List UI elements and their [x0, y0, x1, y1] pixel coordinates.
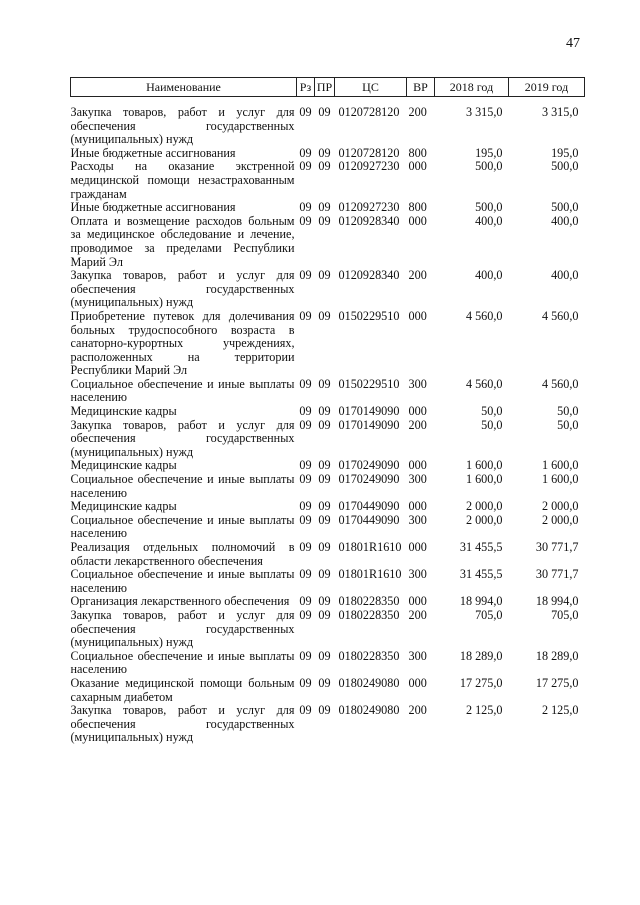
row-name: Иные бюджетные ассигнования — [70, 200, 236, 215]
row-value-2019: 17 275,0 — [535, 675, 579, 690]
row-pr: 09 — [318, 145, 331, 160]
row-value-2018: 400,0 — [475, 268, 503, 283]
row-value-2019: 18 289,0 — [535, 648, 579, 663]
row-rz: 09 — [299, 675, 312, 690]
row-rz: 09 — [299, 404, 312, 419]
row-pr: 09 — [318, 472, 331, 487]
row-value-2018: 31 455,5 — [459, 567, 503, 582]
row-value-2018: 3 315,0 — [465, 105, 503, 119]
row-vr: 000 — [408, 499, 427, 514]
row-value-2018: 500,0 — [475, 159, 503, 174]
row-cs: 0170449090 — [338, 512, 400, 527]
row-value-2019: 1 600,0 — [541, 458, 579, 473]
row-rz: 09 — [299, 703, 312, 718]
table-row — [71, 310, 585, 378]
row-pr: 09 — [318, 499, 331, 514]
row-cs: 0180228350 — [338, 648, 400, 663]
row-name: Социальное обеспечение и иные выплаты населению — [70, 567, 295, 595]
row-pr: 09 — [318, 417, 331, 432]
row-value-2019: 30 771,7 — [535, 540, 579, 554]
row-name: Социальное обеспечение и иные выплаты населению — [70, 376, 295, 405]
table-row — [71, 419, 585, 460]
table-row — [71, 704, 585, 745]
row-value-2019: 500,0 — [551, 200, 579, 215]
row-vr: 300 — [408, 567, 427, 582]
row-name: Медицинские кадры — [70, 404, 177, 419]
row-rz: 09 — [299, 567, 312, 582]
row-pr: 09 — [318, 268, 331, 283]
row-vr: 000 — [408, 308, 427, 323]
table-row — [71, 677, 585, 704]
row-pr: 09 — [318, 159, 331, 174]
table-row — [71, 97, 585, 147]
table-row — [71, 459, 585, 473]
row-rz: 09 — [299, 213, 312, 228]
row-vr: 000 — [408, 594, 427, 609]
row-cs: 0120728120 — [338, 145, 400, 160]
row-vr: 800 — [408, 200, 427, 215]
row-name: Закупка товаров, работ и услуг для обеспечения государственных (муниципальных) нужд — [70, 703, 295, 745]
row-name: Расходы на оказание экстренной медицинской помощи незастрахованным гражданам — [70, 159, 295, 201]
header-2018: 2018 год — [435, 78, 509, 97]
table-row — [71, 595, 585, 609]
row-vr: 800 — [408, 145, 427, 160]
row-rz: 09 — [299, 607, 312, 622]
row-name: Социальное обеспечение и иные выплаты населению — [70, 648, 295, 677]
row-rz: 09 — [299, 594, 312, 609]
row-value-2018: 18 289,0 — [459, 648, 503, 663]
row-value-2018: 2 125,0 — [465, 703, 503, 718]
row-vr: 200 — [408, 268, 427, 283]
row-value-2019: 400,0 — [551, 213, 579, 228]
row-cs: 0170149090 — [338, 417, 400, 432]
row-value-2019: 18 994,0 — [535, 594, 579, 609]
row-value-2018: 1 600,0 — [465, 458, 503, 473]
table-row — [71, 269, 585, 310]
row-value-2018: 50,0 — [481, 417, 503, 432]
row-name: Социальное обеспечение и иные выплаты населению — [70, 512, 295, 541]
row-cs: 0180228350 — [338, 594, 400, 609]
table-row — [71, 568, 585, 595]
row-cs: 0120928340 — [338, 268, 400, 283]
row-rz: 09 — [299, 308, 312, 323]
row-name: Социальное обеспечение и иные выплаты населению — [70, 472, 295, 500]
row-vr: 200 — [408, 105, 427, 119]
table-row — [71, 609, 585, 650]
row-vr: 300 — [408, 648, 427, 663]
row-value-2019: 705,0 — [551, 607, 579, 622]
table-row — [71, 160, 585, 201]
row-cs: 0180249080 — [338, 703, 400, 718]
row-rz: 09 — [299, 145, 312, 160]
row-rz: 09 — [299, 417, 312, 432]
table-row — [71, 650, 585, 677]
row-pr: 09 — [318, 200, 331, 215]
row-value-2019: 195,0 — [551, 145, 579, 160]
budget-table — [70, 77, 585, 745]
row-name: Закупка товаров, работ и услуг для обеспечения государственных (муниципальных) нужд — [70, 607, 295, 650]
row-pr: 09 — [318, 675, 331, 690]
row-value-2019: 50,0 — [557, 417, 579, 432]
row-cs: 0150229510 — [338, 308, 400, 323]
row-name: Закупка товаров, работ и услуг для обеспечения государственных (муниципальных) нужд — [70, 417, 295, 459]
table-row — [71, 201, 585, 215]
row-rz: 09 — [299, 512, 312, 527]
row-vr: 300 — [408, 376, 427, 391]
row-vr: 300 — [408, 472, 427, 487]
row-pr: 09 — [318, 607, 331, 622]
row-value-2019: 50,0 — [557, 404, 579, 419]
row-cs: 0170149090 — [338, 404, 400, 419]
row-vr: 200 — [408, 607, 427, 622]
row-pr: 09 — [318, 105, 331, 119]
row-cs: 0120927230 — [338, 159, 400, 174]
row-vr: 000 — [408, 458, 427, 473]
row-value-2018: 18 994,0 — [459, 594, 503, 609]
row-value-2019: 4 560,0 — [541, 308, 579, 323]
row-cs: 0170249090 — [338, 458, 400, 473]
row-value-2018: 400,0 — [475, 213, 503, 228]
row-pr: 09 — [318, 703, 331, 718]
row-value-2018: 2 000,0 — [465, 512, 503, 527]
row-vr: 000 — [408, 159, 427, 174]
row-value-2018: 17 275,0 — [459, 675, 503, 690]
row-rz: 09 — [299, 540, 312, 554]
header-pr: ПР — [315, 78, 335, 97]
table-row — [71, 405, 585, 419]
header-cs: ЦС — [335, 78, 407, 97]
table-body — [71, 97, 585, 745]
row-name: Закупка товаров, работ и услуг для обеспечения государственных (муниципальных) нужд — [70, 105, 295, 147]
row-pr: 09 — [318, 458, 331, 473]
header-name: Наименование — [71, 78, 297, 97]
row-value-2019: 400,0 — [551, 268, 579, 283]
row-name: Закупка товаров, работ и услуг для обеспечения государственных (муниципальных) нужд — [70, 268, 295, 310]
row-value-2019: 2 125,0 — [541, 703, 579, 718]
row-pr: 09 — [318, 540, 331, 554]
table-row — [71, 378, 585, 405]
row-vr: 000 — [408, 404, 427, 419]
row-value-2018: 1 600,0 — [465, 472, 503, 487]
row-cs: 0150229510 — [338, 376, 400, 391]
row-cs: 0180249080 — [338, 675, 400, 690]
row-value-2018: 50,0 — [481, 404, 503, 419]
row-value-2018: 705,0 — [475, 607, 503, 622]
row-vr: 300 — [408, 512, 427, 527]
row-value-2019: 1 600,0 — [541, 472, 579, 487]
row-value-2019: 3 315,0 — [541, 105, 579, 119]
row-value-2019: 30 771,7 — [535, 567, 579, 582]
row-value-2018: 2 000,0 — [465, 499, 503, 514]
row-pr: 09 — [318, 512, 331, 527]
row-value-2018: 4 560,0 — [465, 376, 503, 391]
row-value-2018: 31 455,5 — [459, 540, 503, 554]
row-cs: 0180228350 — [338, 607, 400, 622]
row-pr: 09 — [318, 213, 331, 228]
row-pr: 09 — [318, 404, 331, 419]
row-value-2019: 2 000,0 — [541, 512, 579, 527]
row-value-2018: 4 560,0 — [465, 308, 503, 323]
row-name: Оплата и возмещение расходов больным за медицинское обследование и лечение, проводимое за пределами Республики Марий Эл — [70, 213, 295, 269]
row-cs: 0170449090 — [338, 499, 400, 514]
row-rz: 09 — [299, 472, 312, 487]
table-row — [71, 147, 585, 161]
row-name: Медицинские кадры — [70, 499, 177, 514]
header-rz: Рз — [297, 78, 315, 97]
row-rz: 09 — [299, 499, 312, 514]
table-row — [71, 473, 585, 500]
row-vr: 000 — [408, 213, 427, 228]
row-rz: 09 — [299, 648, 312, 663]
row-value-2019: 500,0 — [551, 159, 579, 174]
row-name: Медицинские кадры — [70, 458, 177, 473]
table-row — [71, 541, 585, 568]
page-number: 47 — [566, 36, 580, 51]
row-value-2019: 4 560,0 — [541, 376, 579, 391]
row-name: Оказание медицинской помощи больным сахарным диабетом — [70, 675, 295, 704]
row-name: Иные бюджетные ассигнования — [70, 145, 236, 160]
row-pr: 09 — [318, 308, 331, 323]
row-vr: 000 — [408, 540, 427, 554]
row-pr: 09 — [318, 376, 331, 391]
row-value-2018: 500,0 — [475, 200, 503, 215]
row-cs: 0170249090 — [338, 472, 400, 487]
header-row — [71, 78, 585, 97]
row-pr: 09 — [318, 648, 331, 663]
row-cs: 0120928340 — [338, 213, 400, 228]
row-vr: 000 — [408, 675, 427, 690]
row-rz: 09 — [299, 105, 312, 119]
row-rz: 09 — [299, 268, 312, 283]
table-row — [71, 215, 585, 269]
row-cs: 01801R1610 — [338, 540, 402, 554]
row-rz: 09 — [299, 376, 312, 391]
table-row — [71, 514, 585, 541]
row-name: Реализация отдельных полномочий в области лекарственного обеспечения — [70, 540, 295, 568]
row-cs: 0120927230 — [338, 200, 400, 215]
header-vr: ВР — [407, 78, 435, 97]
row-cs: 01801R1610 — [338, 567, 402, 582]
table-row — [71, 500, 585, 514]
header-2019: 2019 год — [509, 78, 585, 97]
row-name: Организация лекарственного обеспечения — [70, 594, 290, 609]
row-rz: 09 — [299, 200, 312, 215]
row-vr: 200 — [408, 417, 427, 432]
table-header — [71, 78, 585, 97]
row-pr: 09 — [318, 567, 331, 582]
row-vr: 200 — [408, 703, 427, 718]
row-pr: 09 — [318, 594, 331, 609]
row-rz: 09 — [299, 159, 312, 174]
row-rz: 09 — [299, 458, 312, 473]
row-value-2019: 2 000,0 — [541, 499, 579, 514]
row-value-2018: 195,0 — [475, 145, 503, 160]
row-name: Приобретение путевок для долечивания больных трудоспособного возраста в санаторно-курортных учреждениях, расположенных на территории Республики Марий Эл — [70, 308, 295, 378]
row-cs: 0120728120 — [338, 105, 400, 119]
